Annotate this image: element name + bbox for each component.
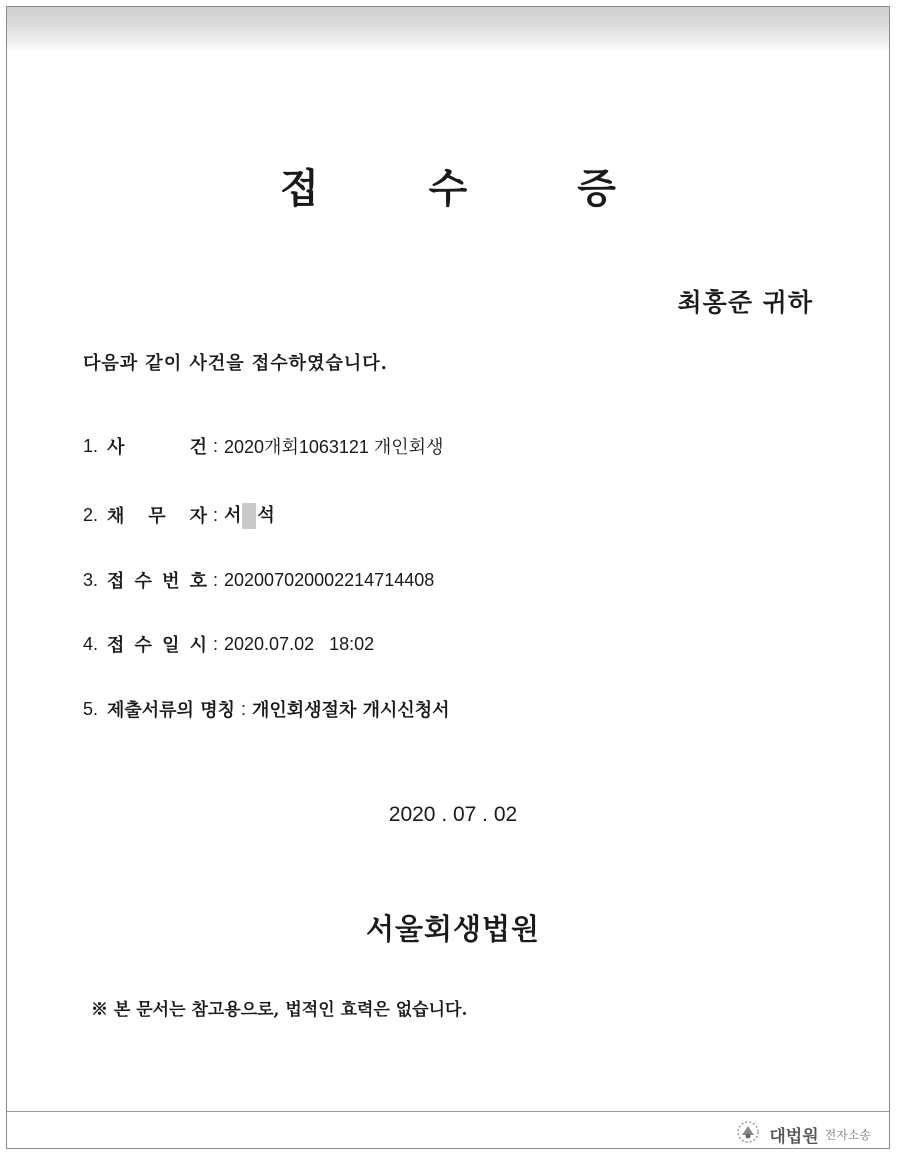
footer-brand: 대법원 (769, 1126, 819, 1147)
item-number: 4. (83, 633, 99, 654)
page-title: 접 수 증 (280, 165, 664, 212)
item-receipt-number: 3. 접 수 번 호 : 202007020002214714408 (83, 567, 434, 593)
issue-date: 2020 . 07 . 02 (388, 803, 518, 826)
item-label: 채 무 자 (107, 506, 207, 527)
receipt-datetime: 2020.07.02 18:02 (224, 633, 375, 654)
notice-text: ※ 본 문서는 참고용으로, 법적인 효력은 없습니다. (91, 1000, 468, 1020)
item-number: 5. (83, 698, 99, 719)
footer-sub: 전자소송 (824, 1127, 871, 1142)
item-number: 2. (83, 504, 99, 525)
case-number: 2020개회1063121 개인회생 (224, 437, 444, 457)
intro-text: 다음과 같이 사건을 접수하였습니다. (83, 353, 388, 374)
item-receipt-datetime: 4. 접 수 일 시 : 2020.07.02 18:02 (83, 631, 374, 657)
header-band (7, 7, 889, 51)
footer-logo (733, 1119, 871, 1149)
item-label: 접 수 번 호 (107, 571, 207, 592)
item-label: 접 수 일 시 (107, 635, 207, 656)
document-page (6, 6, 890, 1149)
court-name: 서울회생법원 (365, 912, 541, 946)
item-case: 1. 사 건 : 2020개회1063121 개인회생 (83, 433, 443, 459)
redaction-box (242, 503, 256, 529)
receipt-number: 202007020002214714408 (224, 569, 435, 590)
document-name: 개인회생절차 개시신청서 (252, 700, 450, 721)
item-number: 3. (83, 569, 99, 590)
item-debtor: 2. 채 무 자 : 서 석 (83, 501, 275, 529)
item-label: 사 건 (107, 437, 207, 458)
debtor-name: 서 석 (224, 501, 275, 529)
item-label: 제출서류의 명칭 (107, 700, 235, 721)
recipient: 최홍준 귀하 (677, 288, 813, 317)
footer-divider (7, 1111, 889, 1112)
item-document-name: 5. 제출서류의 명칭 : 개인회생절차 개시신청서 (83, 696, 450, 722)
court-emblem-icon (733, 1119, 763, 1149)
item-number: 1. (83, 435, 99, 456)
